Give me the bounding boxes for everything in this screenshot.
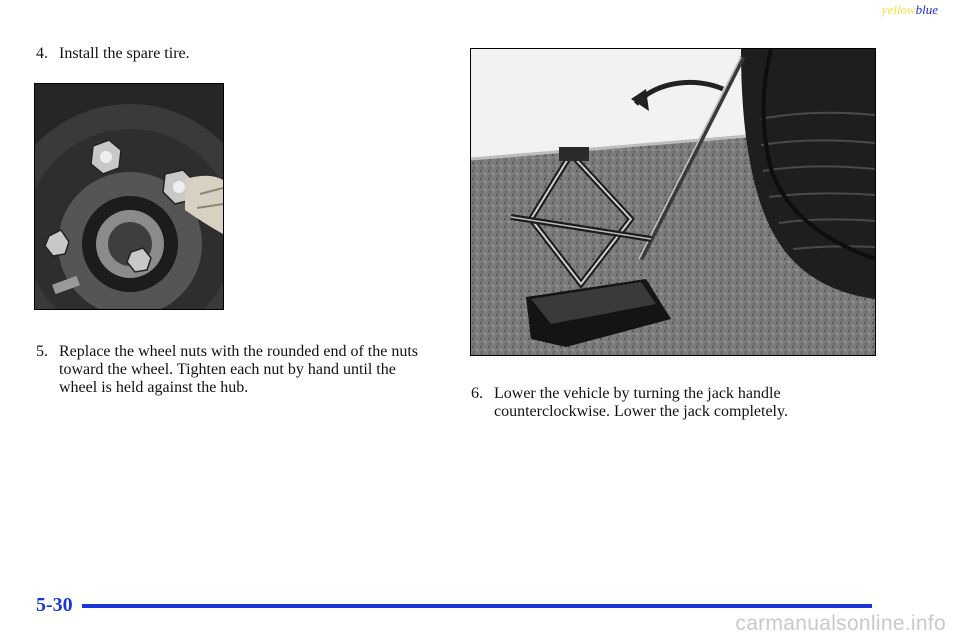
step-number: 6. bbox=[471, 385, 483, 402]
step-text: Install the spare tire. bbox=[59, 45, 190, 62]
step-text: Replace the wheel nuts with the rounded end of the nuts toward the wheel. Tighten each nut by hand until the wheel is held against the hub. bbox=[59, 343, 419, 396]
step-text: Lower the vehicle by turning the jack handle counterclockwise. Lower the jack completely. bbox=[494, 385, 788, 420]
color-proof-blue: blue bbox=[915, 2, 938, 17]
step-4 bbox=[36, 45, 416, 63]
jack-lowering-photo bbox=[470, 48, 876, 356]
step-5 bbox=[36, 343, 426, 397]
step-number: 4. bbox=[36, 45, 48, 62]
footer-rule bbox=[82, 604, 872, 608]
color-proof-tag bbox=[882, 2, 938, 18]
watermark: carmanualsonline.info bbox=[735, 612, 946, 635]
step-number: 5. bbox=[36, 343, 48, 360]
step-6 bbox=[471, 385, 851, 421]
scissor-jack-icon bbox=[471, 49, 875, 355]
wheel-hub-photo bbox=[34, 83, 224, 310]
wheel-hub-icon bbox=[35, 84, 223, 309]
color-proof-yellow: yellow bbox=[881, 2, 916, 17]
page-number: 5-30 bbox=[36, 594, 73, 616]
